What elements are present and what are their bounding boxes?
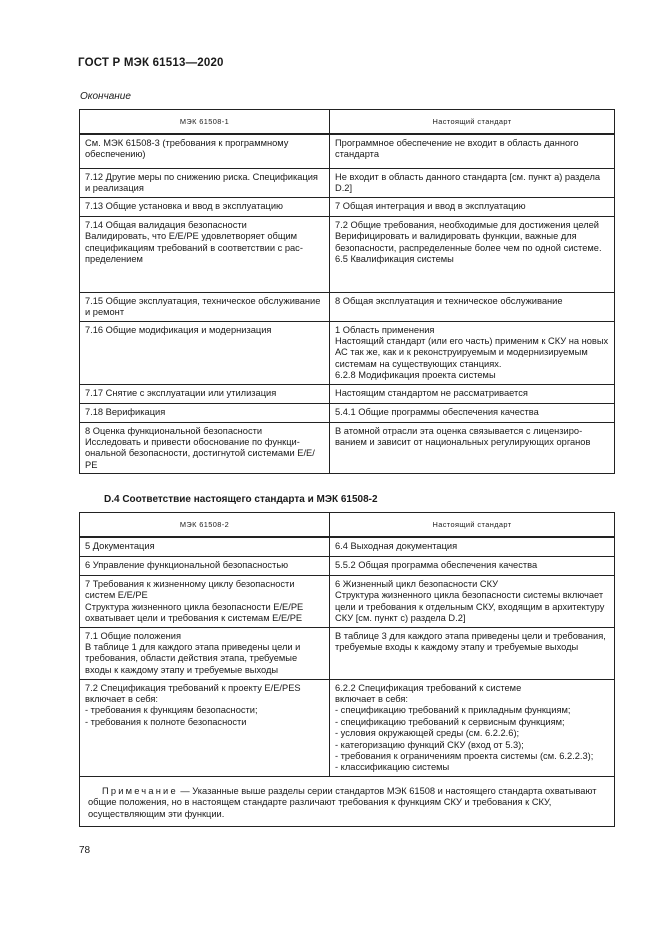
cell-line: Настоящим стандартом не рассматривается — [335, 387, 528, 398]
cell-line: 6.5 Квалификация системы — [335, 254, 454, 265]
cell-line: 8 Оценка функциональной безопасности — [85, 425, 263, 436]
cell-line: 7.16 Общие модификация и модернизация — [85, 324, 272, 335]
table-cell-iec — [80, 403, 330, 422]
cell-line: 7.14 Общая валидация безопасности — [85, 219, 247, 230]
cell-line: В атомной отрасли эта оценка связывается с лицензированием и зависит от национальных регулирующих органов — [335, 425, 591, 448]
list-item: - требования к функциям безопасности; — [85, 705, 258, 716]
table-cell-iec — [80, 679, 330, 776]
cell-line: См. МЭК 61508-3 (требования к программному обеспечению) — [85, 138, 289, 160]
table-cell-this-standard — [330, 292, 615, 321]
note-cell — [80, 776, 615, 826]
cell-line: 6.4 Выходная документация — [335, 541, 458, 551]
cell-line: 7.12 Другие меры по снижению риска. Спецификация и реализация — [85, 172, 318, 194]
cell-line: Структура жизненного цикла безопасности системы включает цели и требования к отдельным СКУ, входящим в архитектуру СКУ [см. пункт с) раздела D.2] — [335, 590, 605, 624]
document-code: ГОСТ Р МЭК 61513—2020 — [78, 57, 224, 69]
list-item: - спецификацию требований к сервисным функциям; — [335, 716, 565, 727]
page-number: 78 — [79, 845, 91, 856]
table-cell-this-standard — [330, 321, 615, 384]
correspondence-table-61508-2 — [79, 512, 615, 827]
table-row — [80, 197, 615, 216]
cell-line: 7.1 Общие положения — [85, 630, 182, 641]
cell-line: Настоящий стандарт (или его часть) применим к СКУ на новых АС так же, как и к реконструируемым и модернизируемым системам на существующих станциях. — [335, 336, 609, 369]
table-cell-iec — [80, 627, 330, 679]
list-item: - категоризацию функций СКУ (вход от 5.3); — [335, 739, 524, 750]
table-cell-iec — [80, 384, 330, 403]
table-cell-this-standard — [330, 169, 615, 198]
table-row — [80, 557, 615, 576]
column-header-this-standard: Настоящий стандарт — [330, 513, 615, 538]
table-cell-iec — [80, 557, 330, 576]
section-d4-title: D.4 Соответствие настоящего стандарта и МЭК 61508-2 — [104, 494, 378, 505]
cell-line: включает в себя: — [85, 694, 158, 705]
cell-line: 6.2.2 Спецификация требований к системе — [335, 682, 522, 693]
cell-line: 5.4.1 Общие программы обеспечения качества — [335, 406, 539, 417]
cell-line: 7 Общая интеграция и ввод в эксплуатацию — [335, 200, 526, 211]
table-row — [80, 627, 615, 679]
table-cell-iec — [80, 216, 330, 292]
cell-line: 7.13 Общие установка и ввод в эксплуатацию — [85, 200, 284, 211]
column-header-iec: МЭК 61508-2 — [80, 513, 330, 538]
table-row — [80, 679, 615, 776]
table-cell-this-standard — [330, 384, 615, 403]
cell-line: 6.2.8 Модификация проекта системы — [335, 370, 496, 381]
cell-line: Исследовать и привести обоснование по функциональной безопасности, достигнутой системами Е/Е/РЕ — [85, 437, 315, 470]
cell-line: 6 Управление функциональной безопасностью — [85, 560, 289, 570]
cell-line: 7.15 Общие эксплуатация, техническое обслуживание и ремонт — [85, 295, 321, 318]
cell-line: включает в себя: — [335, 694, 408, 705]
table-cell-iec — [80, 292, 330, 321]
cell-line: Программное обеспечение не входит в область данного стандарта — [335, 138, 579, 160]
table-header-row — [80, 110, 615, 135]
cell-line: 7.2 Общие требования, необходимые для достижения целей — [335, 219, 599, 230]
list-item: - условия окружающей среды (см. 6.2.2.6); — [335, 728, 520, 739]
cell-line: 5.5.2 Общая программа обеспечения качества — [335, 560, 538, 570]
table-row — [80, 321, 615, 384]
table-cell-this-standard — [330, 134, 615, 169]
table-row — [80, 134, 615, 169]
table-row — [80, 169, 615, 198]
list-item: - спецификацию требований к прикладным функциям; — [335, 705, 571, 716]
cell-line: Валидировать, что Е/Е/РЕ удовлетворяет общим спецификациям требований в соответствии с распределением — [85, 231, 303, 265]
cell-line: 6 Жизненный цикл безопасности СКУ — [335, 579, 499, 589]
correspondence-table-61508-1 — [79, 109, 615, 474]
list-item: - классификацию системы — [335, 762, 450, 773]
table-row — [80, 216, 615, 292]
table-cell-iec — [80, 422, 330, 474]
table-cell-this-standard — [330, 422, 615, 474]
table-cell-iec — [80, 134, 330, 169]
column-header-iec: МЭК 61508-1 — [80, 110, 330, 135]
cell-line: 7 Требования к жизненному циклу безопасности систем Е/Е/РЕ — [85, 579, 295, 601]
table-row — [80, 292, 615, 321]
table-cell-iec — [80, 537, 330, 557]
table-header-row — [80, 513, 615, 538]
table-continuation-label: Окончание — [80, 91, 131, 102]
cell-line: Структура жизненного цикла безопасности Е/Е/РЕ охватывает цели и требования к системам Е/Е/РЕ — [85, 601, 304, 624]
table-cell-this-standard — [330, 537, 615, 557]
table-row — [80, 403, 615, 422]
table-row — [80, 422, 615, 474]
table-row — [80, 384, 615, 403]
table-cell-this-standard — [330, 216, 615, 292]
table-cell-this-standard — [330, 576, 615, 628]
list-item: - требования к ограничениям проекта системы (см. 6.2.2.3); — [335, 751, 594, 762]
note-label: Примечание — [102, 785, 178, 796]
table-cell-iec — [80, 197, 330, 216]
cell-line: 1 Область применения — [335, 324, 435, 335]
table-cell-this-standard — [330, 557, 615, 576]
cell-line: В таблице 1 для каждого этапа приведены цели и требования, области действия этапа, требуемые входы к каждому этапу и требуемые выходы — [85, 642, 301, 675]
table-row — [80, 576, 615, 628]
note-row — [80, 776, 615, 826]
table-cell-this-standard — [330, 679, 615, 776]
table-cell-this-standard — [330, 197, 615, 216]
cell-line: 7.18 Верификация — [85, 406, 166, 417]
cell-line: 5 Документация — [85, 541, 155, 551]
cell-line: 7.17 Снятие с эксплуатации или утилизация — [85, 387, 277, 398]
cell-line: 7.2 Спецификация требований к проекту Е/Е/РЕS — [85, 682, 301, 693]
table-row — [80, 537, 615, 557]
table-cell-iec — [80, 169, 330, 198]
cell-line: Верифицировать и валидировать функции, важные для безопасности, распределенные более чем по одной системе. — [335, 231, 602, 253]
cell-line: Не входит в область данного стандарта [см. пункт а) раздела D.2] — [335, 172, 601, 194]
table-cell-this-standard — [330, 627, 615, 679]
column-header-this-standard: Настоящий стандарт — [330, 110, 615, 135]
list-item: - требования к полноте безопасности — [85, 716, 247, 727]
cell-line: В таблице 3 для каждого этапа приведены цели и требования, требуемые входы к каждому этапу и требуемые выходы — [335, 630, 606, 653]
cell-line: 8 Общая эксплуатация и техническое обслуживание — [335, 295, 563, 306]
table-cell-iec — [80, 576, 330, 628]
table-cell-this-standard — [330, 403, 615, 422]
note-text: — Указанные выше разделы серии стандартов МЭК 61508 и настоящего стандарта охватывают общие положения, но в настоящем стандарте различают требования к функциям СКУ и требования к СКУ, осуществляющим эти функции. — [88, 785, 597, 819]
table-cell-iec — [80, 321, 330, 384]
